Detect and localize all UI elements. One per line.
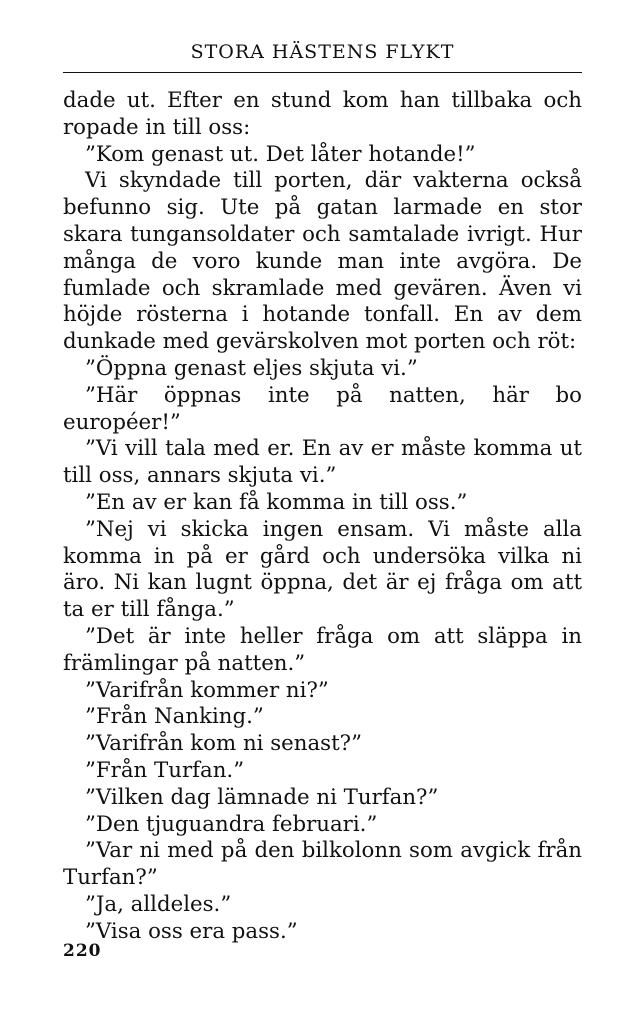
paragraph: ”Var ni med på den bilkolonn som avgick från Turfan?”	[63, 838, 582, 891]
page-number: 220	[63, 941, 102, 961]
paragraph: ”Vi vill tala med er. En av er måste komma ut till oss, annars skjuta vi.”	[63, 436, 582, 489]
paragraph-continued: dade ut. Efter en stund kom han tillbaka och ropade in till oss:	[63, 88, 582, 140]
paragraph: ”Ja, alldeles.”	[85, 891, 232, 917]
body-text	[63, 88, 582, 946]
paragraph: ”Visa oss era pass.”	[85, 918, 298, 944]
paragraph: Vi skyndade till porten, där vakterna också befunno sig. Ute på gatan larmade en stor skara tungansoldater och samtalade ivrigt. Hur många de voro kunde man inte avgöra. De fumlade och skramlade med gevären. Även vi höjde rösterna i hotande tonfall. En av dem dunkade med gevärskolven mot porten och röt:	[63, 168, 582, 355]
paragraph: ”Öppna genast eljes skjuta vi.”	[85, 355, 418, 381]
paragraph: ”Varifrån kommer ni?”	[85, 677, 329, 703]
paragraph: ”Vilken dag lämnade ni Turfan?”	[85, 784, 439, 810]
paragraph: ”Varifrån kom ni senast?”	[85, 731, 362, 757]
paragraph: ”Det är inte heller fråga om att släppa in främlingar på natten.”	[63, 623, 582, 676]
paragraph: ”Från Nanking.”	[85, 704, 264, 730]
paragraph: ”Den tjuguandra februari.”	[85, 811, 378, 837]
paragraph: ”En av er kan få komma in till oss.”	[85, 489, 468, 515]
paragraph: ”Här öppnas inte på natten, här bo européer!”	[63, 382, 582, 435]
running-head: STORA HÄSTENS FLYKT	[190, 41, 455, 63]
header-rule	[63, 72, 582, 73]
paragraph: ”Nej vi skicka ingen ensam. Vi måste alla komma in på er gård och undersöka vilka ni äro. Ni kan lugnt öppna, det är ej fråga om att ta er till fånga.”	[63, 516, 582, 623]
paragraph: ”Kom genast ut. Det låter hotande!”	[85, 141, 476, 167]
paragraph: ”Från Turfan.”	[85, 757, 245, 783]
